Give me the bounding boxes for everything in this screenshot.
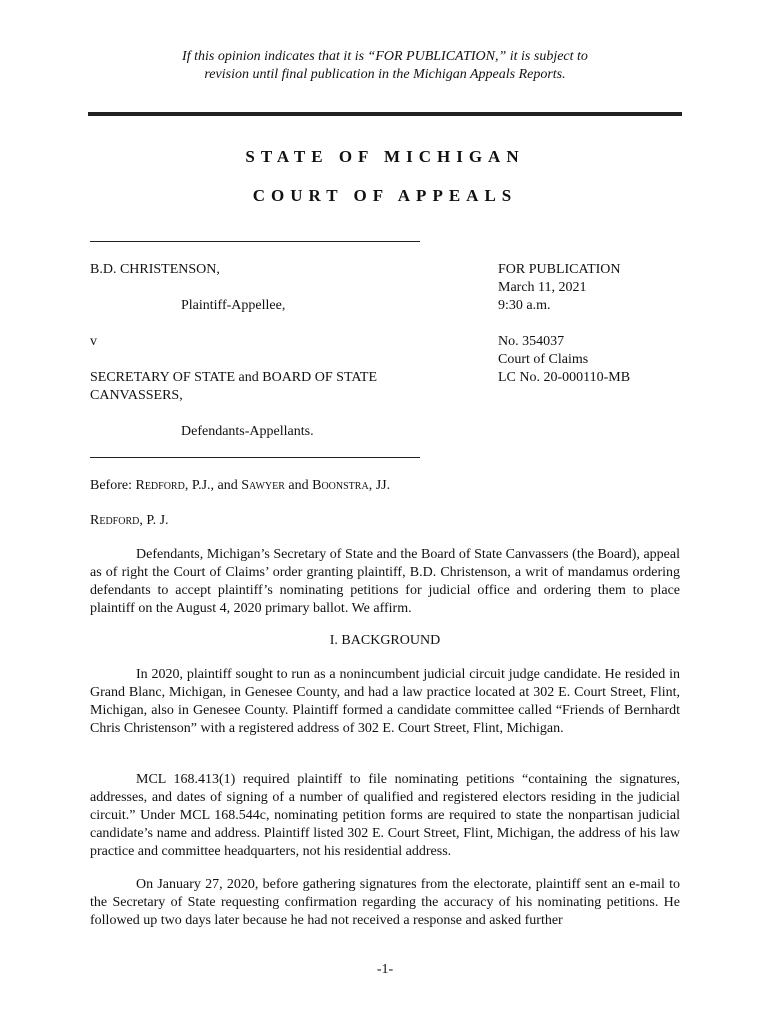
defendant-line-2: CANVASSERS, — [90, 388, 183, 403]
panel-and: and — [284, 478, 313, 493]
decision-date: March 11, 2021 — [498, 280, 587, 295]
panel-line — [90, 477, 390, 495]
panel-judge-1: Redford — [135, 478, 185, 493]
panel-judge-2: Sawyer — [241, 478, 285, 493]
author-name: Redford — [90, 513, 140, 528]
lower-court-number: LC No. 20-000110-MB — [498, 370, 631, 385]
plaintiff-role: Plaintiff-Appellee, — [181, 298, 286, 313]
notice-line-1: If this opinion indicates that it is “FOR PUBLICATION,” it is subject to — [182, 49, 588, 64]
notice-line-2: revision until final publication in the Michigan Appeals Reports. — [204, 67, 566, 82]
opinion-author — [90, 512, 169, 530]
caption-top-rule — [90, 241, 420, 242]
background-paragraph-2: MCL 168.413(1) required plaintiff to file nominating petitions “containing the signatures, addresses, and dates of signing of a number of qualified and registered electors residing in the judicial circuit.” Under MCL 168.544c, nominating petition forms are required to state the nonpartisan judicial candidate’s name and address. Plaintiff listed 302 E. Court Street, Flint, Michigan, the address of his law practice and committee headquarters, not his residential address. — [90, 772, 680, 859]
background-paragraph-1: In 2020, plaintiff sought to run as a nonincumbent judicial circuit judge candidate. He resided in Grand Blanc, Michigan, in Genesee County, and had a law practice located at 302 E. Court Street, Flint, Michigan, also in Genesee County. Plaintiff formed a candidate committee called “Friends of Bernhardt Chris Christenson” with a registered address of 302 E. Court Street, Flint, Michigan. — [90, 667, 680, 736]
intro-paragraph: Defendants, Michigan’s Secretary of State and the Board of State Canvassers (the Board), appeal as of right the Court of Claims’ order granting plaintiff, B.D. Christenson, a writ of mandamus ordering defendants to accept plaintiff’s nominating petitions for judicial office and ordering them to place plaintiff on the August 4, 2020 primary ballot. We affirm. — [90, 547, 680, 616]
panel-judge-3: Boonstra — [312, 478, 369, 493]
court-heading: COURT OF APPEALS — [252, 186, 518, 205]
panel-suffix: , JJ. — [368, 478, 391, 493]
author-suffix: , P. J. — [139, 513, 169, 528]
page-number: -1- — [376, 962, 394, 977]
docket-number: No. 354037 — [498, 334, 565, 349]
state-heading: STATE OF MICHIGAN — [245, 147, 525, 166]
section-heading: I. BACKGROUND — [329, 633, 441, 648]
caption-bottom-rule — [90, 457, 420, 458]
decision-time: 9:30 a.m. — [498, 298, 551, 313]
panel-before-label: Before: — [90, 478, 136, 493]
background-paragraph-3: On January 27, 2020, before gathering signatures from the electorate, plaintiff sent an e-mail to the Secretary of State requesting confirmation regarding the accuracy of his nominating petitions. He followed up two days later because he had not received a response and asked further — [90, 877, 680, 928]
defendant-role: Defendants-Appellants. — [181, 424, 314, 439]
plaintiff-name: B.D. CHRISTENSON, — [90, 262, 220, 277]
panel-judge-1-suffix: , P.J., and — [184, 478, 242, 493]
lower-court: Court of Claims — [498, 352, 589, 367]
publication-status: FOR PUBLICATION — [498, 262, 621, 277]
header-divider — [88, 112, 682, 116]
versus-label: v — [90, 334, 97, 349]
defendant-line-1: SECRETARY OF STATE and BOARD OF STATE — [90, 370, 378, 385]
